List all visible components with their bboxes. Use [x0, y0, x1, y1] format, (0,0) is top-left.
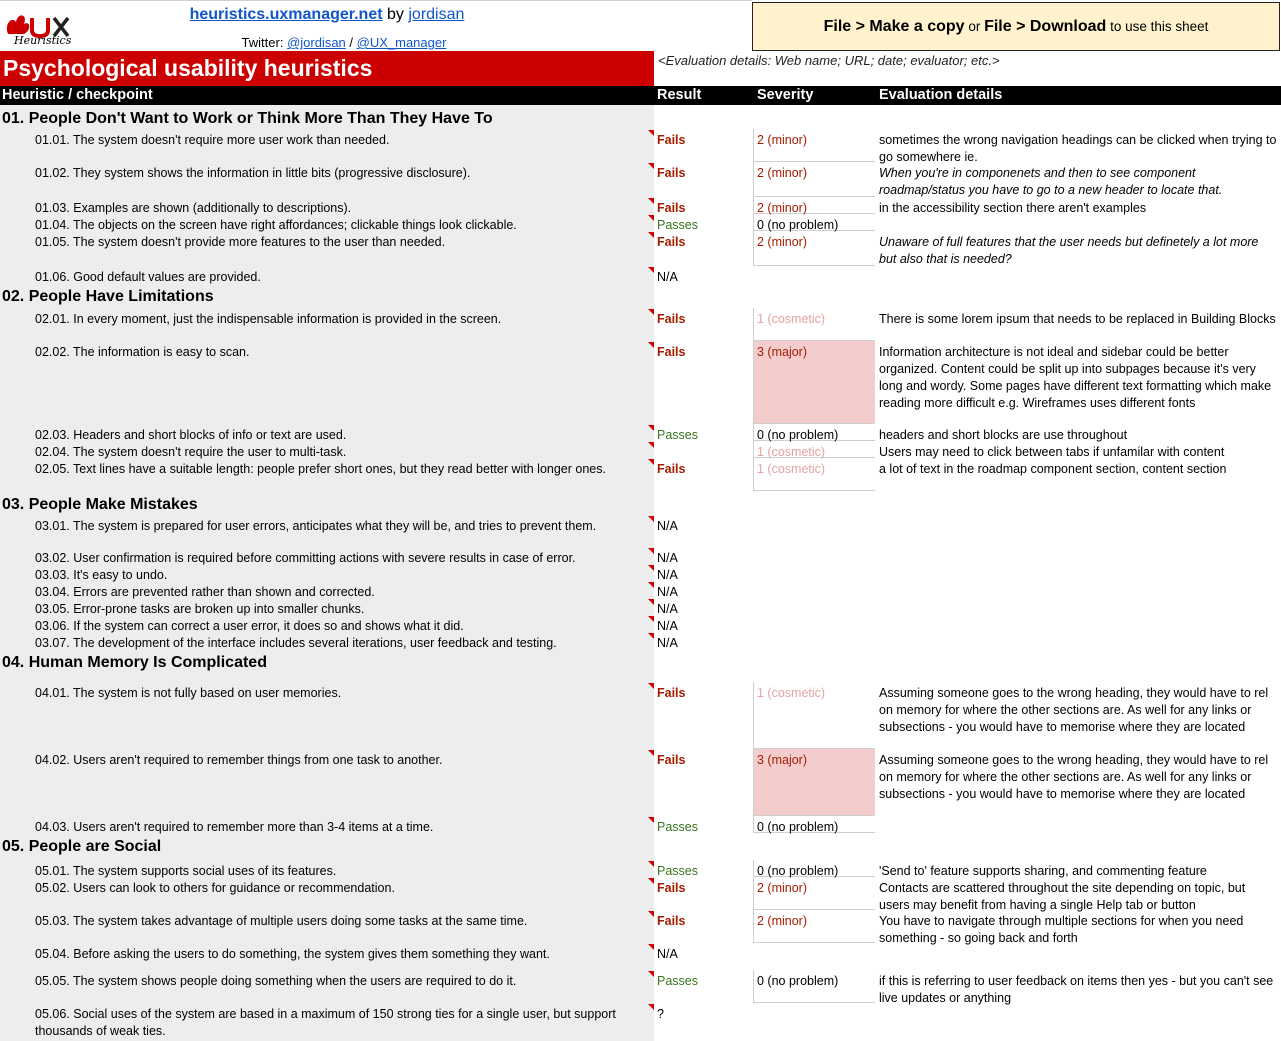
evaluation-details-cell[interactable]: <Evaluation details: Web name; URL; date; evaluator; etc.> [658, 53, 1000, 68]
checkpoint-text: 05.01. The system supports social uses of its features. [35, 864, 337, 878]
evaluation-details-text[interactable]: Users may need to click between tabs if unfamilar with content [879, 445, 1225, 459]
or-text: or [964, 18, 985, 34]
result-cell[interactable]: Passes [657, 864, 698, 878]
evaluation-details-text[interactable]: if this is referring to user feedback on items then yes - but you can't see live updates or anything [879, 974, 1274, 1005]
evaluation-details-text[interactable]: Contacts are scattered throughout the site depending on topic, but users may benefit from having a single Help tab or button [879, 881, 1246, 912]
checkpoint-text: 03.05. Error-prone tasks are broken up into smaller chunks. [35, 602, 365, 616]
checkpoint-text: 04.02. Users aren't required to remember things from one task to another. [35, 753, 443, 767]
column-header-heuristic: Heuristic / checkpoint [2, 87, 153, 103]
make-copy-instruction: File > Make a copy [823, 17, 965, 35]
comment-indicator-icon [648, 232, 654, 238]
checkpoint-text: 02.05. Text lines have a suitable length: people prefer short ones, but they read better with longer ones. [35, 462, 606, 476]
column-header-severity: Severity [757, 87, 814, 103]
comment-indicator-icon [648, 582, 654, 588]
comment-indicator-icon [648, 309, 654, 315]
evaluation-details-text[interactable]: in the accessibility section there aren't examples [879, 201, 1147, 215]
comment-indicator-icon [648, 750, 654, 756]
comment-indicator-icon [648, 342, 654, 348]
severity-value: 1 (cosmetic) [757, 462, 826, 476]
site-credit-line [0, 6, 654, 24]
checkpoint-text: 03.02. User confirmation is required before committing actions with severe results in case of error. [35, 551, 576, 565]
comment-indicator-icon [648, 198, 654, 204]
severity-value: 0 (no problem) [757, 820, 839, 834]
twitter-line [0, 35, 688, 50]
result-cell[interactable]: Fails [657, 133, 686, 147]
result-cell[interactable]: N/A [657, 585, 678, 599]
comment-indicator-icon [648, 599, 654, 605]
checkpoint-text: 02.01. In every moment, just the indispensable information is provided in the screen. [35, 312, 502, 326]
checkpoint-text: 03.03. It's easy to undo. [35, 568, 168, 582]
result-cell[interactable]: ? [657, 1007, 664, 1021]
comment-indicator-icon [648, 944, 654, 950]
result-cell[interactable]: Fails [657, 881, 686, 895]
comment-indicator-icon [648, 971, 654, 977]
checkpoint-text: 05.05. The system shows people doing something when the users are required to do it. [35, 974, 517, 988]
result-cell[interactable]: Fails [657, 345, 686, 359]
comment-indicator-icon [648, 878, 654, 884]
severity-value: 0 (no problem) [757, 428, 839, 442]
comment-indicator-icon [648, 633, 654, 639]
result-cell[interactable]: Fails [657, 686, 686, 700]
result-cell[interactable]: Passes [657, 218, 698, 232]
checkpoint-text: 03.06. If the system can correct a user error, it does so and shows what it did. [35, 619, 464, 633]
comment-indicator-icon [648, 548, 654, 554]
copy-instructions-box [752, 2, 1280, 51]
checkpoint-text: 02.04. The system doesn't require the user to multi-task. [35, 445, 347, 459]
evaluation-details-text[interactable]: 'Send to' feature supports sharing, and commenting feature [879, 864, 1207, 878]
severity-value: 1 (cosmetic) [757, 312, 826, 326]
result-cell[interactable]: N/A [657, 519, 678, 533]
column-header-result: Result [657, 87, 702, 103]
result-cell[interactable]: N/A [657, 602, 678, 616]
comment-indicator-icon [648, 130, 654, 136]
result-cell[interactable]: Fails [657, 312, 686, 326]
comment-indicator-icon [648, 459, 654, 465]
download-instruction: File > Download [984, 17, 1107, 35]
result-cell[interactable]: N/A [657, 568, 678, 582]
page-title: Psychological usability heuristics [0, 51, 654, 86]
result-cell[interactable]: N/A [657, 270, 678, 284]
comment-indicator-icon [648, 267, 654, 273]
severity-value: 0 (no problem) [757, 218, 839, 232]
checkpoint-text: 03.07. The development of the interface includes several iterations, user feedback and testing. [35, 636, 557, 650]
author-link[interactable]: jordisan [408, 6, 465, 23]
result-cell[interactable]: N/A [657, 619, 678, 633]
result-cell[interactable]: N/A [657, 947, 678, 961]
comment-indicator-icon [648, 163, 654, 169]
severity-value: 3 (major) [757, 345, 808, 359]
twitter-label: Twitter: [241, 35, 288, 50]
result-cell[interactable]: Fails [657, 753, 686, 767]
severity-value: 2 (minor) [757, 166, 808, 180]
checkpoint-text: 01.05. The system doesn't provide more features to the user than needed. [35, 235, 446, 249]
comment-indicator-icon [648, 1004, 654, 1010]
checkpoint-text: 04.01. The system is not fully based on user memories. [35, 686, 342, 700]
result-cell[interactable]: Fails [657, 462, 686, 476]
comment-indicator-icon [648, 911, 654, 917]
comment-indicator-icon [648, 817, 654, 823]
by-text: by [382, 6, 409, 23]
section-heading: 04. Human Memory Is Complicated [2, 654, 267, 671]
comment-indicator-icon [648, 215, 654, 221]
section-heading: 05. People are Social [2, 838, 162, 855]
column-header-row [0, 86, 1281, 105]
column-header-details: Evaluation details [879, 87, 1003, 103]
evaluation-details-text[interactable]: Information architecture is not ideal and sidebar could be better organized. Content could be split up into subpages because it's very long and wordy. Some pages have different text formatting which make reading more difficult e.g. Wireframes uses different fonts [879, 345, 1272, 410]
section-heading: 01. People Don't Want to Work or Think More Than They Have To [2, 110, 493, 127]
checkpoint-text: 05.06. Social uses of the system are based in a maximum of 150 strong ties for a single user, but support thousands of weak ties. [35, 1007, 616, 1038]
checkpoint-text: 01.04. The objects on the screen have right affordances; clickable things look clickable. [35, 218, 517, 232]
evaluation-details-text[interactable]: Assuming someone goes to the wrong heading, they would have to rel on memory for where the other sections are. As well for any links or subsections - you would have to memorise where they are located [879, 686, 1269, 734]
twitter-link-uxmanager[interactable]: @UX_manager [356, 35, 447, 50]
result-cell[interactable]: N/A [657, 551, 678, 565]
severity-value: 2 (minor) [757, 881, 808, 895]
result-cell[interactable]: Fails [657, 166, 686, 180]
severity-value: 2 (minor) [757, 914, 808, 928]
evaluation-details-text[interactable]: You have to navigate through multiple sections for when you need something - so going back and forth [879, 914, 1244, 945]
checkpoint-text: 01.06. Good default values are provided. [35, 270, 261, 284]
severity-value: 0 (no problem) [757, 864, 839, 878]
evaluation-details-text[interactable]: headers and short blocks are use throughout [879, 428, 1128, 442]
result-cell[interactable]: Fails [657, 201, 686, 215]
result-cell[interactable]: Passes [657, 428, 698, 442]
checkpoint-text: 04.03. Users aren't required to remember more than 3-4 items at a time. [35, 820, 434, 834]
comment-indicator-icon [648, 861, 654, 867]
comment-indicator-icon [648, 616, 654, 622]
twitter-separator: / [345, 35, 357, 50]
result-cell[interactable]: Passes [657, 974, 698, 988]
evaluation-details-text[interactable]: There is some lorem ipsum that needs to be replaced in Building Blocks [879, 312, 1276, 326]
severity-value: 2 (minor) [757, 201, 808, 215]
severity-value: 1 (cosmetic) [757, 445, 826, 459]
result-cell[interactable]: Fails [657, 914, 686, 928]
checkpoint-text: 02.03. Headers and short blocks of info or text are used. [35, 428, 347, 442]
comment-indicator-icon [648, 442, 654, 448]
severity-value: 3 (major) [757, 753, 808, 767]
section-heading: 03. People Make Mistakes [2, 496, 198, 513]
severity-value: 1 (cosmetic) [757, 686, 826, 700]
severity-value: 2 (minor) [757, 133, 808, 147]
checkpoint-text: 03.01. The system is prepared for user errors, anticipates what they will be, and tries to prevent them. [35, 519, 597, 533]
checkpoint-text: 03.04. Errors are prevented rather than shown and corrected. [35, 585, 375, 599]
result-cell[interactable]: Fails [657, 235, 686, 249]
copy-tail-text: to use this sheet [1106, 18, 1209, 34]
severity-value: 2 (minor) [757, 235, 808, 249]
checkpoint-text: 05.02. Users can look to others for guidance or recommendation. [35, 881, 395, 895]
comment-indicator-icon [648, 516, 654, 522]
site-link[interactable]: heuristics.uxmanager.net [189, 6, 383, 23]
evaluation-details-text[interactable]: When you're in componenets and then to see component roadmap/status you have to go to a new header to locate that. [879, 166, 1223, 197]
comment-indicator-icon [648, 683, 654, 689]
top-gridline [0, 0, 752, 1]
checkpoint-text: 05.03. The system takes advantage of multiple users doing some tasks at the same time. [35, 914, 528, 928]
evaluation-details-text[interactable]: Assuming someone goes to the wrong heading, they would have to rel on memory for where the other sections are. As well for any links or subsections - you would have to memorise where they are located [879, 753, 1269, 801]
checkpoint-text: 01.02. They system shows the information in little bits (progressive disclosure). [35, 166, 471, 180]
section-heading: 02. People Have Limitations [2, 288, 214, 305]
logo-heuristics-text: Heuristics [14, 34, 72, 47]
checkpoint-text: 01.01. The system doesn't require more user work than needed. [35, 133, 390, 147]
severity-value: 0 (no problem) [757, 974, 839, 988]
checkpoint-text: 02.02. The information is easy to scan. [35, 345, 250, 359]
evaluation-details-text[interactable]: Unaware of full features that the user needs but definetely a lot more but also that is needed? [879, 235, 1259, 266]
comment-indicator-icon [648, 565, 654, 571]
comment-indicator-icon [648, 425, 654, 431]
checkpoint-text: 01.03. Examples are shown (additionally to descriptions). [35, 201, 352, 215]
result-cell[interactable]: Passes [657, 820, 698, 834]
result-cell[interactable]: N/A [657, 636, 678, 650]
twitter-link-jordisan[interactable]: @jordisan [287, 35, 346, 50]
evaluation-details-text[interactable]: sometimes the wrong navigation headings can be clicked when trying to go somewhere ie. [879, 133, 1277, 164]
evaluation-details-text[interactable]: a lot of text in the roadmap component section, content section [879, 462, 1227, 476]
checkpoint-text: 05.04. Before asking the users to do something, the system gives them something they want. [35, 947, 550, 961]
